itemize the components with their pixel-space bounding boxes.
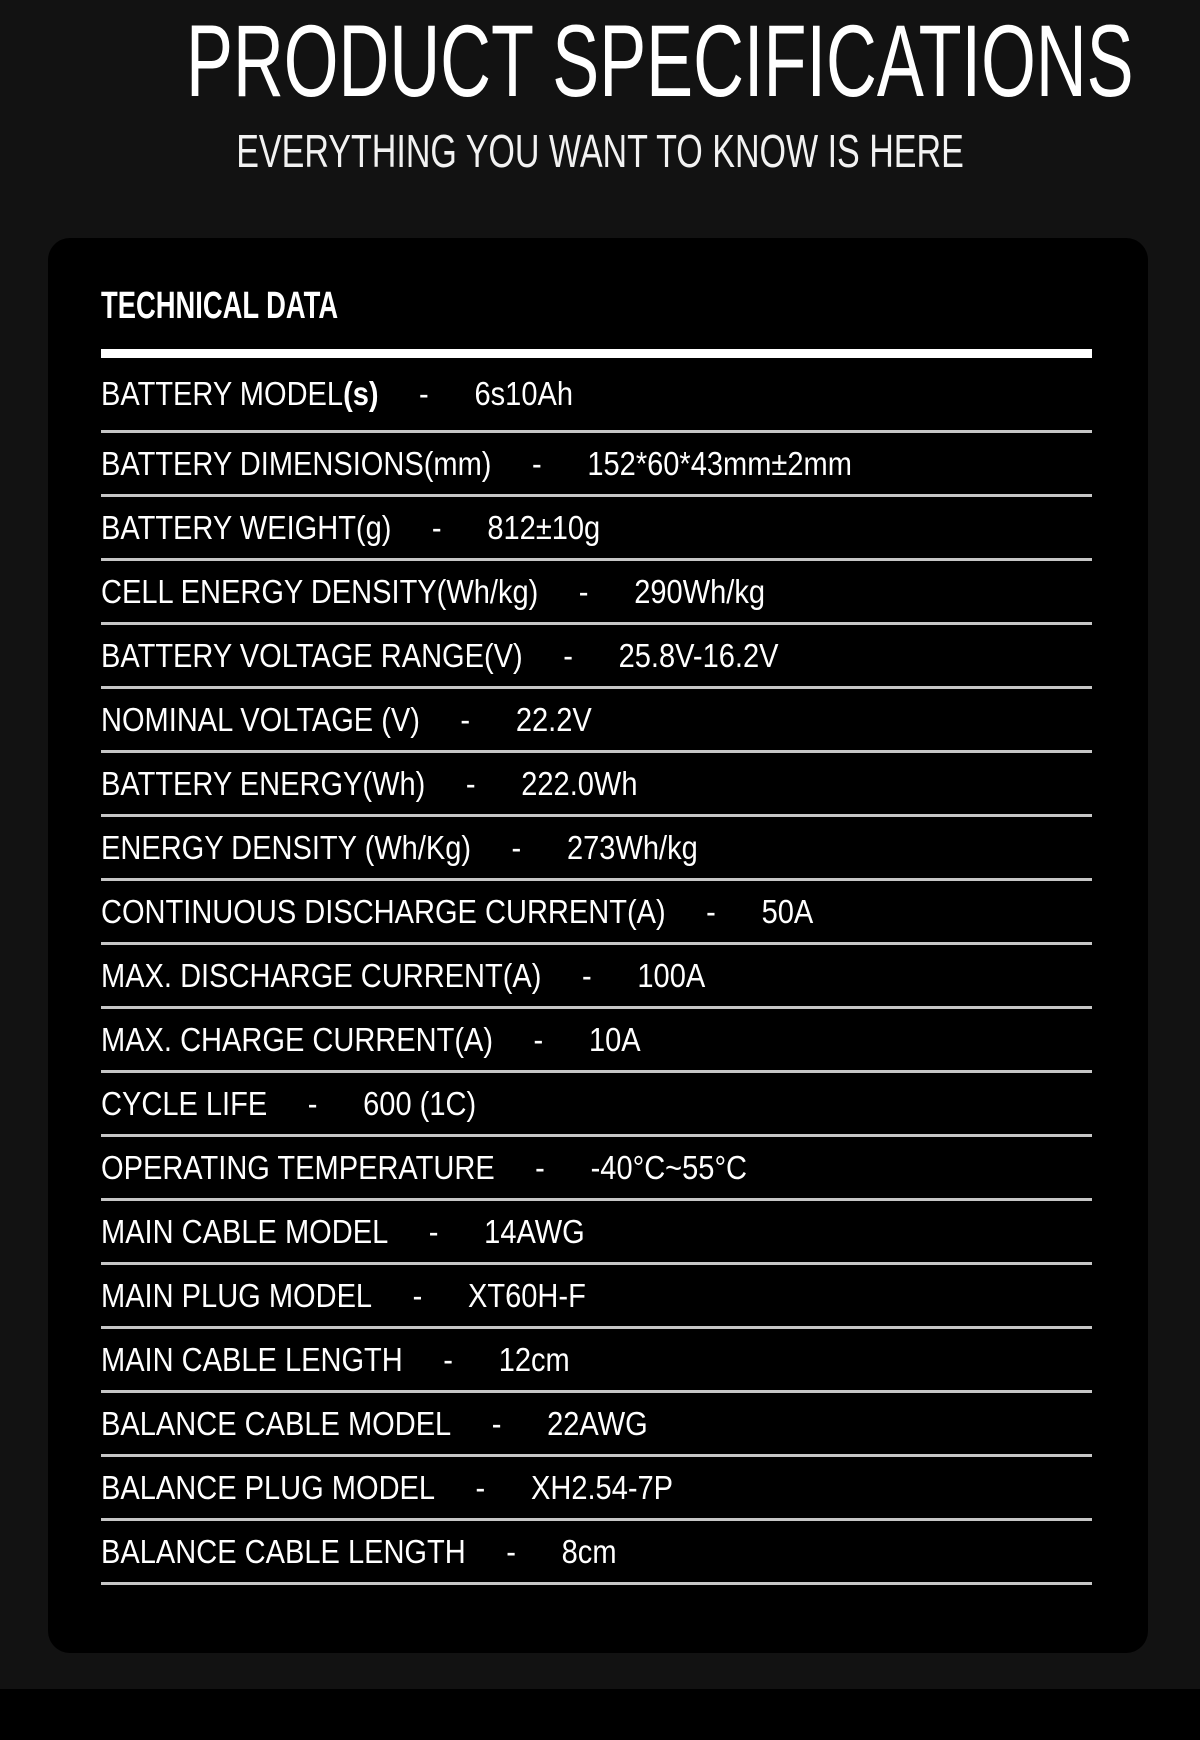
spec-row — [101, 1329, 1092, 1393]
spec-row-content — [101, 444, 852, 482]
spec-row-content — [101, 1276, 586, 1314]
spec-value: 8cm — [561, 1532, 617, 1570]
spec-label: BATTERY DIMENSIONS(mm) — [101, 444, 492, 482]
spec-row-content — [101, 1084, 477, 1122]
spec-separator-dash: - — [563, 636, 573, 674]
spec-value: 273Wh/kg — [567, 828, 698, 866]
spec-separator-dash: - — [443, 1340, 453, 1378]
spec-label: BALANCE PLUG MODEL — [101, 1468, 436, 1506]
spec-row-content — [101, 636, 779, 674]
spec-label: ENERGY DENSITY (Wh/Kg) — [101, 828, 472, 866]
spec-row — [101, 817, 1092, 881]
spec-separator-dash: - — [535, 1148, 545, 1186]
spec-label: MAX. DISCHARGE CURRENT(A) — [101, 956, 542, 994]
spec-row-content — [101, 1532, 617, 1570]
spec-row — [101, 433, 1092, 497]
spec-label: BATTERY WEIGHT(g) — [101, 508, 392, 546]
spec-value: 14AWG — [484, 1212, 585, 1250]
spec-row — [101, 1393, 1092, 1457]
spec-row — [101, 1009, 1092, 1073]
spec-row — [101, 1073, 1092, 1137]
heading-underline-bar — [101, 349, 1092, 358]
spec-row — [101, 497, 1092, 561]
spec-separator-dash: - — [412, 1276, 423, 1314]
spec-value: 10A — [588, 1020, 641, 1058]
spec-row-content — [101, 1340, 570, 1378]
spec-label: BALANCE CABLE MODEL — [101, 1404, 452, 1442]
spec-value: 22AWG — [547, 1404, 648, 1442]
spec-row-content — [101, 375, 573, 413]
spec-value: 222.0Wh — [521, 764, 638, 802]
page-title: PRODUCT SPECIFICATIONS — [186, 4, 1134, 118]
spec-row — [101, 358, 1092, 433]
spec-value: 600 (1C) — [363, 1084, 477, 1122]
spec-separator-dash: - — [533, 1020, 544, 1058]
spec-label: MAIN CABLE LENGTH — [101, 1340, 403, 1378]
spec-separator-dash: - — [491, 1404, 502, 1442]
spec-value: 25.8V-16.2V — [618, 636, 779, 674]
spec-card — [48, 238, 1148, 1653]
spec-label: BATTERY MODEL — [101, 375, 344, 413]
spec-value: XH2.54-7P — [530, 1468, 674, 1506]
spec-row-content — [101, 892, 814, 930]
spec-row-content — [101, 828, 698, 866]
spec-separator-dash: - — [428, 1212, 439, 1250]
spec-row — [101, 625, 1092, 689]
spec-label-bold: (s) — [343, 375, 379, 413]
spec-label: NOMINAL VOLTAGE (V) — [101, 700, 420, 738]
spec-row — [101, 1201, 1092, 1265]
spec-value: XT60H-F — [468, 1276, 586, 1314]
spec-row-content — [101, 764, 638, 802]
spec-value: -40°C~55°C — [590, 1148, 748, 1186]
spec-row-content — [101, 1212, 585, 1250]
spec-label: CYCLE LIFE — [101, 1084, 268, 1122]
spec-separator-dash: - — [460, 700, 471, 738]
spec-row — [101, 1265, 1092, 1329]
spec-row-content — [101, 1404, 648, 1442]
spec-label: OPERATING TEMPERATURE — [101, 1148, 495, 1186]
spec-value: 50A — [761, 892, 814, 930]
spec-row-content — [101, 1020, 641, 1058]
spec-label: BALANCE CABLE LENGTH — [101, 1532, 466, 1570]
spec-row-content — [101, 700, 592, 738]
spec-separator-dash: - — [531, 444, 542, 482]
header — [0, 0, 1200, 177]
spec-separator-dash: - — [506, 1532, 516, 1570]
spec-value: 100A — [637, 956, 706, 994]
spec-label: BATTERY VOLTAGE RANGE(V) — [101, 636, 523, 674]
spec-row — [101, 945, 1092, 1009]
page-subtitle: EVERYTHING YOU WANT TO KNOW IS HERE — [236, 125, 964, 177]
spec-label: CONTINUOUS DISCHARGE CURRENT(A) — [101, 892, 666, 930]
spec-value: 12cm — [498, 1340, 570, 1378]
spec-row-content — [101, 1468, 674, 1506]
spec-value: 152*60*43mm±2mm — [587, 444, 852, 482]
spec-value: 290Wh/kg — [634, 572, 766, 610]
card-heading: TECHNICAL DATA — [101, 285, 339, 327]
spec-row — [101, 1137, 1092, 1201]
spec-row-content — [101, 956, 706, 994]
spec-row-content — [101, 508, 601, 546]
spec-row — [101, 1521, 1092, 1585]
spec-row — [101, 1457, 1092, 1521]
spec-separator-dash: - — [419, 375, 429, 413]
spec-separator-dash: - — [706, 892, 716, 930]
spec-row — [101, 753, 1092, 817]
spec-row — [101, 689, 1092, 753]
spec-separator-dash: - — [465, 764, 476, 802]
spec-row — [101, 881, 1092, 945]
spec-row-content — [101, 1148, 748, 1186]
spec-label: MAX. CHARGE CURRENT(A) — [101, 1020, 494, 1058]
spec-label: CELL ENERGY DENSITY(Wh/kg) — [101, 572, 539, 610]
spec-separator-dash: - — [431, 508, 442, 546]
bottom-strip — [0, 1689, 1200, 1740]
spec-separator-dash: - — [581, 956, 592, 994]
spec-label: MAIN PLUG MODEL — [101, 1276, 373, 1314]
spec-separator-dash: - — [307, 1084, 318, 1122]
spec-label: BATTERY ENERGY(Wh) — [101, 764, 426, 802]
spec-value: 6s10Ah — [474, 375, 573, 413]
spec-separator-dash: - — [511, 828, 522, 866]
spec-value: 22.2V — [515, 700, 592, 738]
spec-value: 812±10g — [487, 508, 601, 546]
spec-separator-dash: - — [475, 1468, 486, 1506]
spec-row — [101, 561, 1092, 625]
spec-label: MAIN CABLE MODEL — [101, 1212, 389, 1250]
spec-table — [101, 358, 1092, 1585]
spec-row-content — [101, 572, 766, 610]
spec-separator-dash: - — [578, 572, 589, 610]
